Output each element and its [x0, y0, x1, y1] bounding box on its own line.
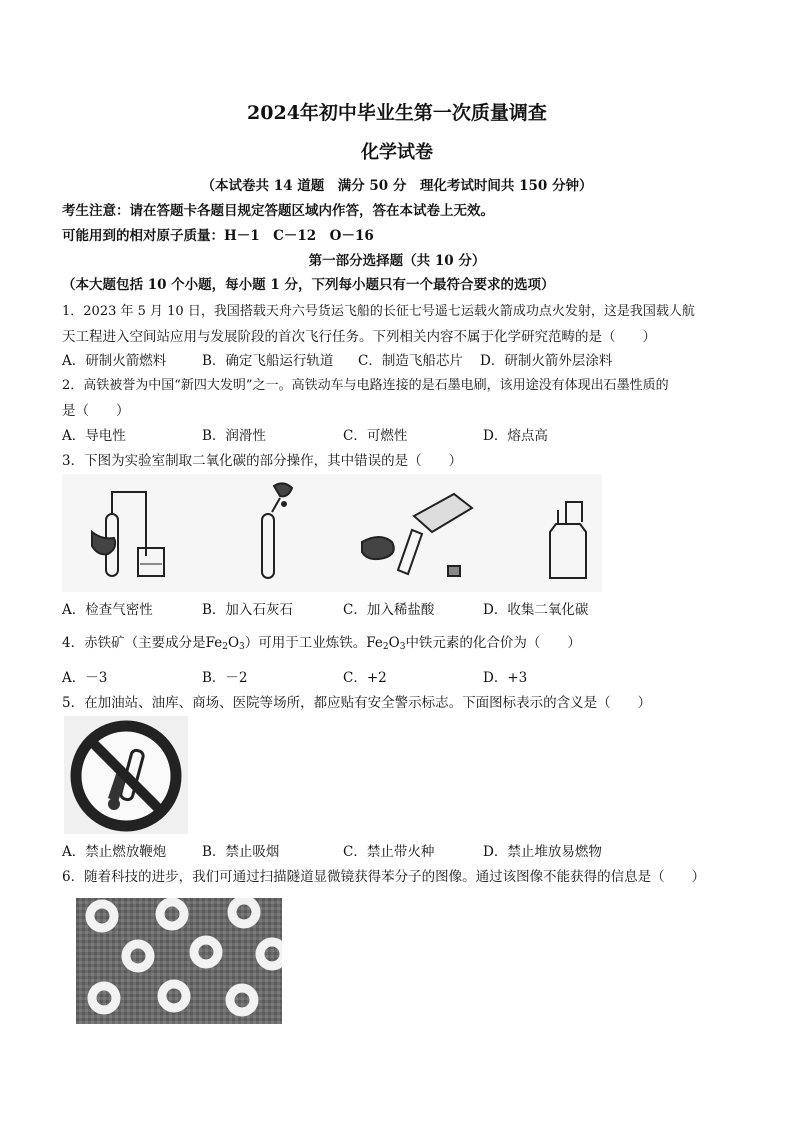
q4-stem: 4．赤铁矿（主要成分是$Fe_2O_3$）可用于工业炼铁。$Fe_2O_3$中铁元素的化合价为（ ）	[62, 635, 581, 652]
q1-stem-line2: 天工程进入空间站应用与发展阶段的首次飞行任务。下列相关内容不属于化学研究范畴的是（ ）	[62, 329, 656, 345]
q3-stem: 3．下图为实验室制取二氧化碳的部分操作，其中错误的是（ ）	[62, 453, 463, 469]
q2-option-d: D．熔点高	[483, 428, 548, 444]
q5-option-b: B．禁止吸烟	[202, 844, 280, 860]
q4-option-c: C．+2	[343, 670, 387, 686]
q5-option-d: D．禁止堆放易燃物	[483, 844, 602, 860]
lab-apparatus-figure	[62, 474, 602, 592]
q5-option-c: C．禁止带火种	[343, 844, 435, 860]
section-title: 第一部分选择题（共 10 分）	[308, 253, 486, 269]
q2-stem-line1: 2．高铁被誉为中国“新四大发明”之一。高铁动车与电路连接的是石墨电刷，该用途没有体现出石墨性质的	[62, 378, 669, 393]
no-smoking-sign	[64, 716, 188, 834]
q3-option-c: C．加入稀盐酸	[343, 602, 435, 618]
q3-option-a: A．检查气密性	[62, 602, 153, 618]
benzene-stm-image	[76, 898, 282, 1024]
section-instructions: （本大题包括 10 个小题，每小题 1 分，下列每小题只有一个最符合要求的选项）	[62, 277, 555, 293]
q2-option-b: B．润滑性	[202, 428, 266, 444]
q2-stem-line2: 是（ ）	[62, 403, 130, 419]
q3-option-d: D．收集二氧化碳	[483, 602, 589, 618]
q1-stem-line1: 1．2023 年 5 月 10 日，我国搭载天舟六号货运飞船的长征七号遥七运载火箭成功点火发射，这是我国载人航	[62, 304, 695, 319]
q5-option-a: A．禁止燃放鞭炮	[62, 844, 167, 860]
benzene-molecule-image	[76, 898, 282, 1024]
no-smoking-icon	[64, 716, 188, 834]
q4-option-d: D．+3	[483, 670, 528, 686]
q5-stem: 5．在加油站、油库、商场、医院等场所，都应贴有安全警示标志。下面图标表示的含义是（ ）	[62, 695, 652, 711]
q3-figure	[62, 474, 602, 592]
q1-option-a: A．研制火箭燃料	[62, 353, 167, 369]
candidate-notice: 考生注意：请在答题卡各题目规定答题区域内作答，答在本试卷上无效。	[62, 203, 494, 219]
q1-option-b: B．确定飞船运行轨道	[202, 353, 334, 369]
exam-info: （本试卷共 14 道题 满分 50 分 理化考试时间共 150 分钟）	[201, 178, 593, 194]
q4-option-b: B．－2	[202, 670, 248, 686]
q2-option-a: A．导电性	[62, 428, 126, 444]
q1-option-c: C．制造飞船芯片	[358, 353, 463, 369]
q4-option-a: A．－3	[62, 670, 108, 686]
atomic-mass-note: 可能用到的相对原子质量：H－1 C－12 O－16	[62, 228, 374, 244]
q2-option-c: C．可燃性	[343, 428, 408, 444]
q3-option-b: B．加入石灰石	[202, 602, 293, 618]
exam-subtitle: 化学试卷	[361, 142, 433, 163]
q6-stem: 6．随着科技的进步，我们可通过扫描隧道显微镜获得苯分子的图像。通过该图像不能获得的信息是（ ）	[62, 869, 706, 885]
q1-option-d: D．研制火箭外层涂料	[480, 353, 613, 369]
exam-title: 2024年初中毕业生第一次质量调查	[247, 102, 547, 124]
